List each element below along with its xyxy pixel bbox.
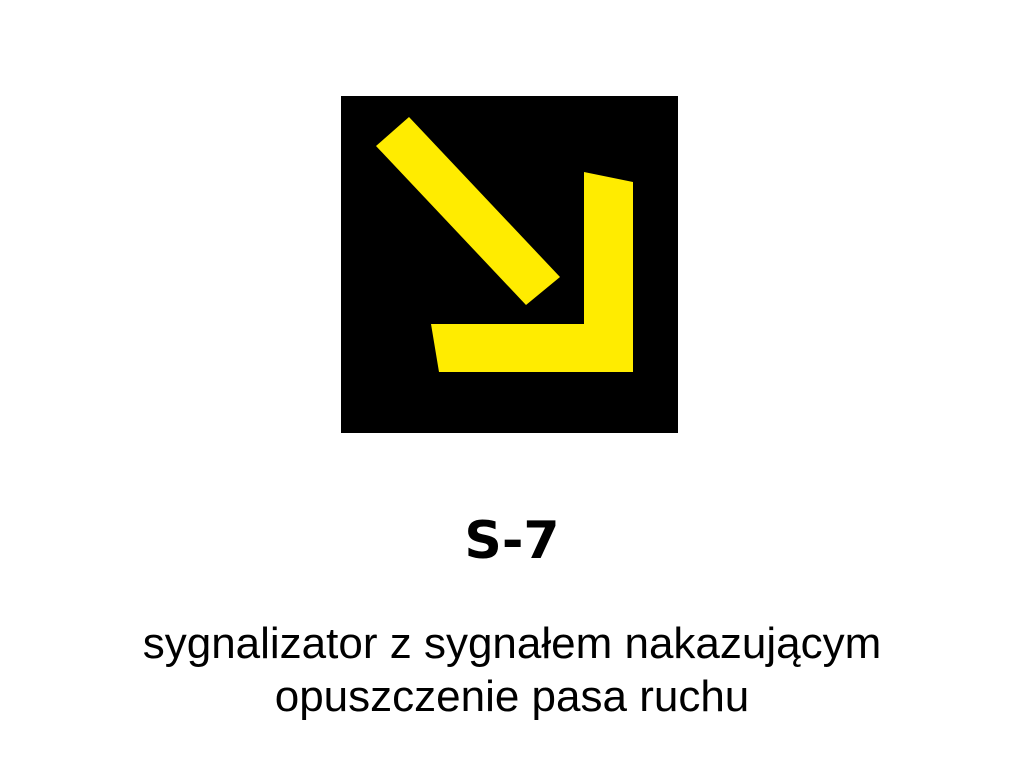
arrow-down-right-icon [341,96,678,433]
signal-sign [341,96,678,433]
description-line-2: opuszczenie pasa ruchu [274,672,750,721]
description-line-1: sygnalizator z sygnałem nakazującym [142,619,882,668]
sign-code: S-7 [464,511,560,571]
sign-description [0,617,1024,723]
arrow-shaft [376,117,560,305]
